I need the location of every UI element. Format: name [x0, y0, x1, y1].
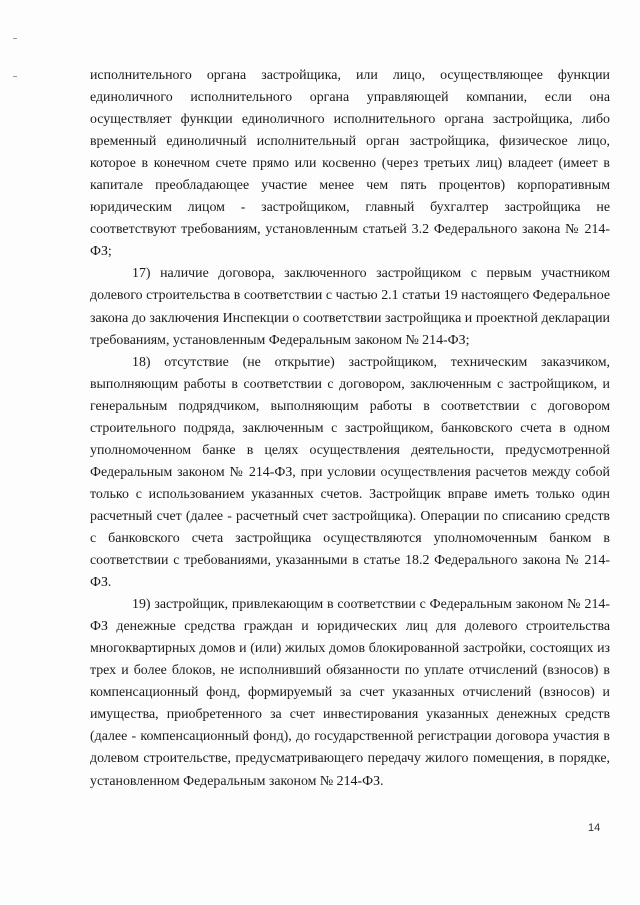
scan-margin-mark [13, 38, 17, 39]
paragraph-item-17: 17) наличие договора, заключенного застройщиком с первым участником долевого строительства в соответствии с частью 2.1 статьи 19 настоящего Федеральное закона до заключения Инспекции о соответствии застройщика и проектной декларации требованиям, установленным Федеральным законом № 214-ФЗ; [90, 266, 610, 348]
document-body [90, 65, 610, 793]
paragraph-item-16-continuation: исполнительного органа застройщика, или лицо, осуществляющее функции единоличного исполнительного органа управляющей компании, если она осуществляет функции единоличного исполнительного органа застройщика, либо временный единоличный исполнительный орган застройщика, физическое лицо, которое в конечном счете прямо или косвенно (через третьих лиц) владеет (имеет в капитале преобладающее участие менее чем пять процентов) корпоративным юридическим лицом - застройщиком, главный бухгалтер застройщика не соответствуют требованиям, установленным статьей 3.2 Федерального закона № 214-ФЗ; [90, 68, 610, 260]
page-number: 14 [588, 822, 601, 834]
paragraph-item-19: 19) застройщик, привлекающим в соответствии с Федеральным законом № 214-ФЗ денежные средства граждан и юридических лиц для долевого строительства многоквартирных домов и (или) жилых домов блокированной застройки, состоящих из трех и более блоков, не исполнивший обязанности по уплате отчислений (взносов) в компенсационный фонд, формируемый за счет указанных отчислений (взносов) и имущества, приобретенного за счет инвестирования указанных денежных средств (далее - компенсационный фонд), до государственной регистрации договора участия в долевом строительстве, предусматривающего передачу жилого помещения, в порядке, установленном Федеральным законом № 214-ФЗ. [90, 597, 610, 789]
scan-margin-mark [13, 76, 17, 77]
paragraph-item-18: 18) отсутствие (не открытие) застройщиком, техническим заказчиком, выполняющим работы в соответствии с договором, заключенным с застройщиком, и генеральным подрядчиком, выполняющим работы в соответствии с договором строительного подряда, заключенным с застройщиком, банковского счета в одном уполномоченном банке в целях осуществления деятельности, предусмотренной Федеральным законом № 214-ФЗ, при условии осуществления расчетов между собой только с использованием указанных счетов. Застройщик вправе иметь только один расчетный счет (далее - расчетный счет застройщика). Операции по списанию средств с банковского счета застройщика осуществляются уполномоченным банком в соответствии с требованиями, указанными в статье 18.2 Федерального закона № 214-ФЗ. [90, 354, 610, 591]
